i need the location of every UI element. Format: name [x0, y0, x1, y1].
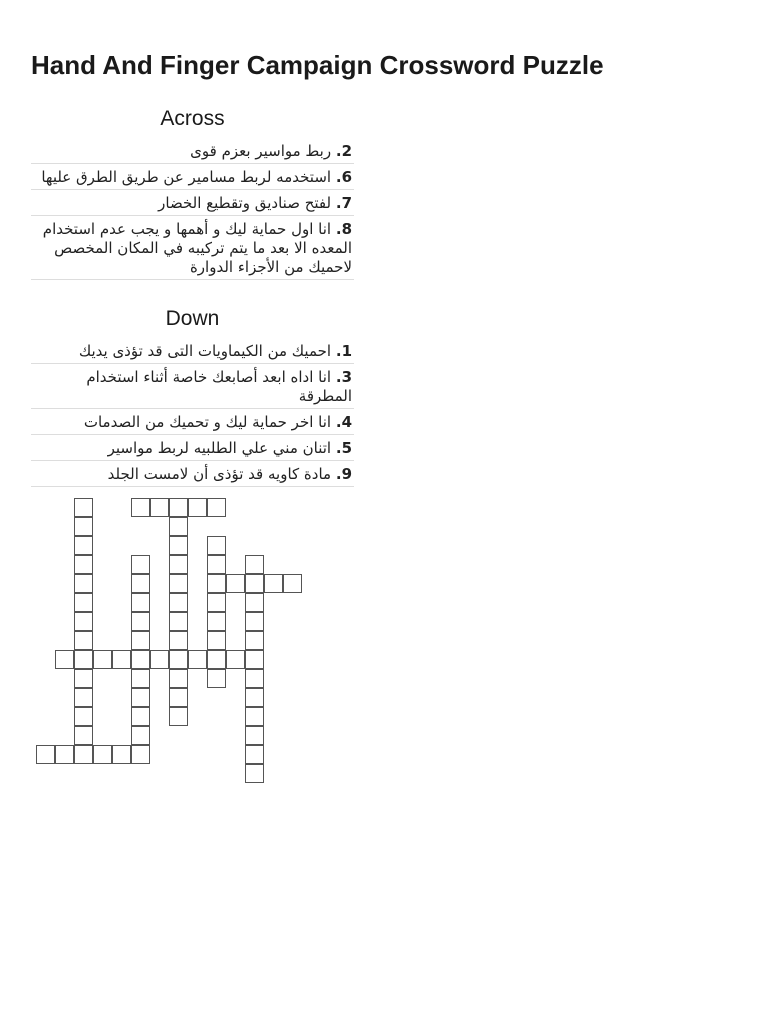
grid-cell[interactable] — [169, 707, 188, 726]
grid-cell[interactable] — [207, 650, 226, 669]
grid-cell[interactable] — [207, 593, 226, 612]
clue-text: لفتح صناديق وتقطيع الخضار — [158, 194, 332, 212]
clue-number: 6. — [335, 168, 352, 186]
grid-cell[interactable] — [74, 536, 93, 555]
grid-cell[interactable] — [245, 612, 264, 631]
clue-across-6 — [31, 164, 354, 190]
grid-cell[interactable] — [74, 707, 93, 726]
grid-cell[interactable] — [169, 555, 188, 574]
grid-cell[interactable] — [74, 688, 93, 707]
clue-across-7 — [31, 190, 354, 216]
grid-cell[interactable] — [74, 669, 93, 688]
grid-cell[interactable] — [207, 574, 226, 593]
grid-cell[interactable] — [131, 650, 150, 669]
clue-text: احميك من الكيماويات التى قد تؤذى يديك — [78, 342, 332, 360]
clue-text: انا اخر حماية ليك و تحميك من الصدمات — [83, 413, 332, 431]
page-title: Hand And Finger Campaign Crossword Puzzle — [31, 50, 604, 80]
grid-cell[interactable] — [226, 574, 245, 593]
grid-cell[interactable] — [74, 631, 93, 650]
grid-cell[interactable] — [188, 498, 207, 517]
grid-cell[interactable] — [245, 669, 264, 688]
clue-number: 3. — [335, 368, 352, 386]
grid-cell[interactable] — [131, 707, 150, 726]
grid-cell[interactable] — [93, 650, 112, 669]
clue-text: اتنان مني علي الطلبيه لربط مواسير — [107, 439, 332, 457]
across-clues — [31, 104, 354, 280]
grid-cell[interactable] — [169, 574, 188, 593]
grid-cell[interactable] — [131, 631, 150, 650]
grid-cell[interactable] — [207, 631, 226, 650]
grid-cell[interactable] — [169, 593, 188, 612]
grid-cell[interactable] — [188, 650, 207, 669]
grid-cell[interactable] — [131, 726, 150, 745]
grid-cell[interactable] — [131, 593, 150, 612]
grid-cell[interactable] — [169, 612, 188, 631]
grid-cell[interactable] — [93, 745, 112, 764]
clue-text: مادة كاويه قد تؤذى أن لامست الجلد — [107, 465, 332, 483]
clue-across-8 — [31, 216, 354, 280]
grid-cell[interactable] — [169, 669, 188, 688]
clue-number: 8. — [335, 220, 352, 238]
grid-cell[interactable] — [245, 593, 264, 612]
grid-cell[interactable] — [245, 707, 264, 726]
grid-cell[interactable] — [74, 517, 93, 536]
grid-cell[interactable] — [245, 555, 264, 574]
clue-down-4 — [31, 409, 354, 435]
grid-cell[interactable] — [283, 574, 302, 593]
grid-cell[interactable] — [169, 517, 188, 536]
grid-cell[interactable] — [245, 726, 264, 745]
grid-cell[interactable] — [55, 745, 74, 764]
grid-cell[interactable] — [74, 612, 93, 631]
clue-number: 7. — [335, 194, 352, 212]
grid-cell[interactable] — [74, 574, 93, 593]
grid-cell[interactable] — [245, 574, 264, 593]
clue-text: استخدمه لربط مسامير عن طريق الطرق عليها — [41, 168, 332, 186]
grid-cell[interactable] — [74, 555, 93, 574]
clue-down-1 — [31, 338, 354, 364]
grid-cell[interactable] — [131, 612, 150, 631]
grid-cell[interactable] — [74, 745, 93, 764]
grid-cell[interactable] — [131, 745, 150, 764]
down-clues — [31, 304, 354, 487]
grid-cell[interactable] — [207, 555, 226, 574]
clue-across-2 — [31, 138, 354, 164]
grid-cell[interactable] — [207, 536, 226, 555]
grid-cell[interactable] — [207, 669, 226, 688]
grid-cell[interactable] — [74, 650, 93, 669]
clue-down-3 — [31, 364, 354, 409]
clue-number: 1. — [335, 342, 352, 360]
clue-number: 9. — [335, 465, 352, 483]
clue-number: 2. — [335, 142, 352, 160]
grid-cell[interactable] — [169, 536, 188, 555]
grid-cell[interactable] — [112, 745, 131, 764]
grid-cell[interactable] — [245, 745, 264, 764]
grid-cell[interactable] — [264, 574, 283, 593]
grid-cell[interactable] — [226, 650, 245, 669]
grid-cell[interactable] — [131, 498, 150, 517]
grid-cell[interactable] — [207, 612, 226, 631]
grid-cell[interactable] — [245, 764, 264, 783]
down-heading: Down — [165, 307, 220, 330]
grid-cell[interactable] — [131, 574, 150, 593]
grid-cell[interactable] — [169, 631, 188, 650]
grid-cell[interactable] — [169, 688, 188, 707]
clue-text: انا اول حماية ليك و أهمها و يجب عدم استخدام المعده الا بعد ما يتم تركيبه في المكان المخصص لاحميك من الأجزاء الدوارة — [42, 220, 352, 276]
grid-cell[interactable] — [245, 650, 264, 669]
grid-cell[interactable] — [112, 650, 131, 669]
clue-down-9 — [31, 461, 354, 487]
clue-down-5 — [31, 435, 354, 461]
grid-cell[interactable] — [131, 669, 150, 688]
grid-cell[interactable] — [55, 650, 74, 669]
grid-cell[interactable] — [207, 498, 226, 517]
grid-cell[interactable] — [169, 498, 188, 517]
clue-text: انا اداه ابعد أصابعك خاصة أثناء استخدام المطرقة — [86, 368, 352, 405]
grid-cell[interactable] — [36, 745, 55, 764]
across-heading: Across — [160, 107, 225, 130]
clue-text: ربط مواسير بعزم قوى — [190, 142, 332, 160]
grid-cell[interactable] — [150, 498, 169, 517]
grid-cell[interactable] — [74, 498, 93, 517]
clue-number: 5. — [335, 439, 352, 457]
grid-cell[interactable] — [74, 726, 93, 745]
grid-cell[interactable] — [150, 650, 169, 669]
grid-cell[interactable] — [74, 593, 93, 612]
clue-number: 4. — [335, 413, 352, 431]
grid-cell[interactable] — [131, 688, 150, 707]
grid-cell[interactable] — [245, 688, 264, 707]
grid-cell[interactable] — [131, 555, 150, 574]
grid-cell[interactable] — [169, 650, 188, 669]
grid-cell[interactable] — [245, 631, 264, 650]
